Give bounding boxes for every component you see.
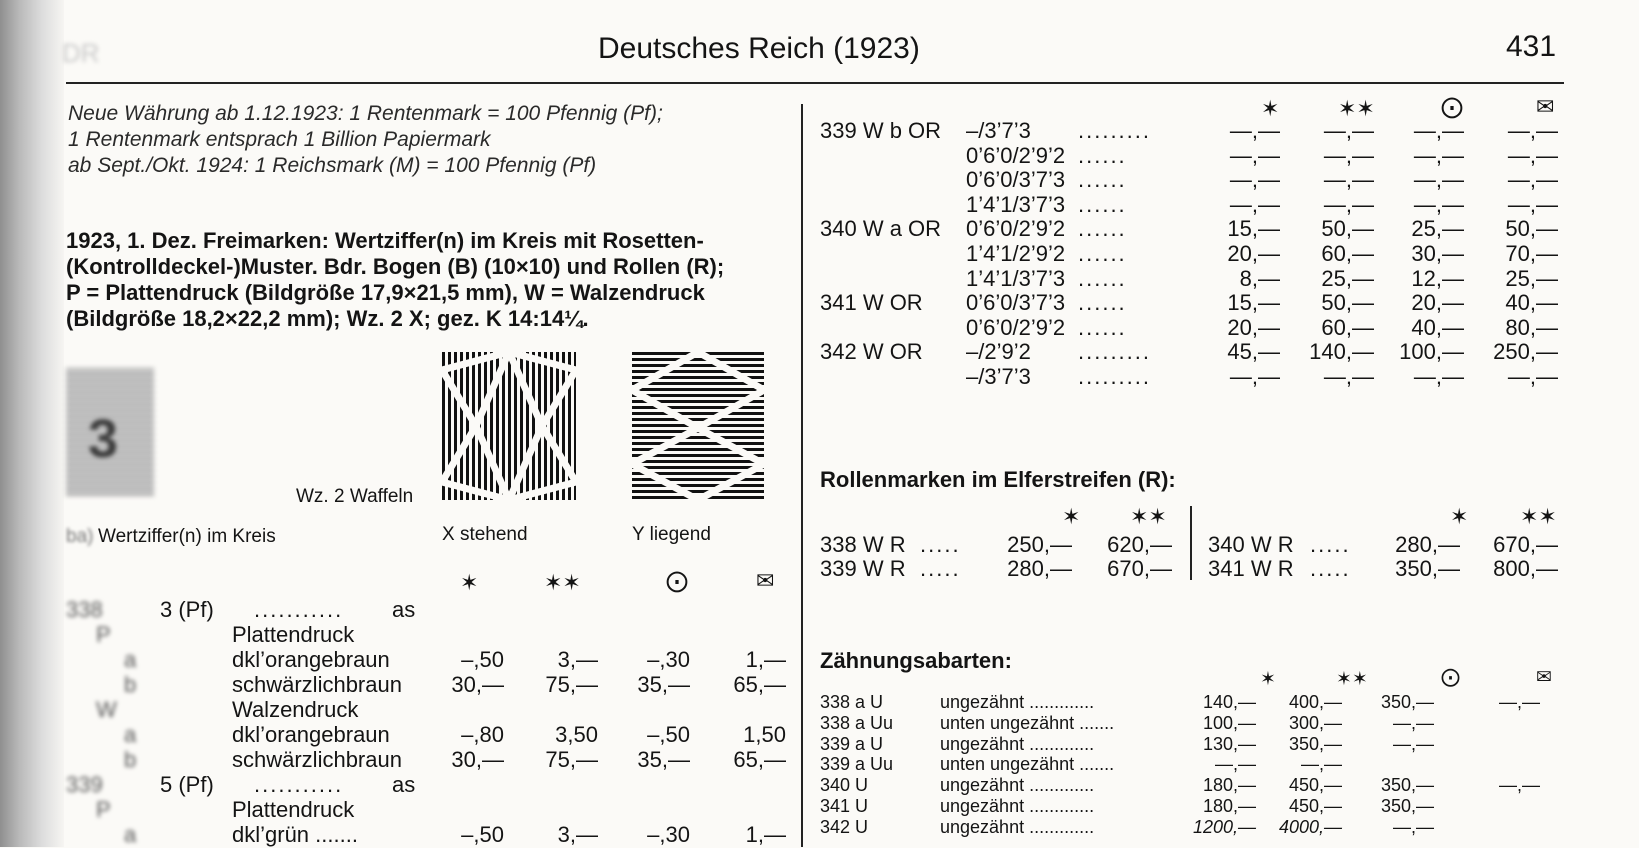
listing-id: 339 W b OR (820, 118, 942, 143)
leader-dots: ..... (1310, 556, 1351, 581)
cover-symbol: ✉ (756, 568, 775, 593)
price: —,— (1323, 167, 1374, 193)
mint-hinged-symbol: ✶ (460, 570, 479, 595)
price: 670,— (1493, 532, 1558, 557)
price: —,— (1392, 712, 1434, 733)
price: 350,— (1380, 775, 1434, 796)
price: —,— (1323, 142, 1374, 168)
price: —,— (1323, 191, 1374, 217)
price: 1,— (745, 822, 786, 847)
price: 50,— (1321, 216, 1374, 242)
leader-dots: ...... (1078, 142, 1127, 168)
price: 15,— (1227, 290, 1280, 316)
intro-line: 1 Rentenmark entsprach 1 Billion Papiermark (68, 128, 491, 151)
perforation-code: –/3’7’3 (966, 364, 1031, 389)
rollen-id: 338 W R (820, 532, 906, 557)
price: 450,— (1288, 775, 1342, 796)
used-symbol: ⨀ (666, 568, 688, 593)
price: 100,— (1202, 712, 1256, 733)
price: 60,— (1321, 314, 1374, 340)
leader-dots: ...... (1078, 241, 1127, 266)
variety-id: 338 a Uu (820, 712, 894, 733)
sub-letter: W (96, 697, 117, 722)
print-type-label: Walzendruck (232, 697, 359, 722)
watermark-x-caption: X stehend (442, 524, 528, 545)
price: 130,— (1202, 733, 1256, 754)
rollen-id: 341 W R (1208, 556, 1294, 581)
price: 30,— (451, 672, 504, 697)
price: —,— (1392, 816, 1434, 837)
leader-dots: ..... (920, 556, 961, 581)
price: 8,— (1239, 265, 1280, 291)
price: —,— (1229, 167, 1280, 193)
price: 3,— (557, 822, 598, 847)
leader-dots: ...... (1078, 191, 1127, 217)
price: –,50 (461, 647, 504, 672)
variety-id: 341 U (820, 796, 869, 816)
color-name: schwärzlichbraun (232, 747, 402, 772)
price: —,— (1229, 118, 1280, 143)
price: —,— (1229, 142, 1280, 168)
price: —,— (1323, 364, 1374, 389)
price: 75,— (545, 672, 598, 697)
price: 4000,— (1278, 816, 1342, 837)
price: 20,— (1227, 314, 1280, 340)
price: —,— (1507, 191, 1558, 217)
price: 1200,— (1192, 816, 1256, 837)
leader-dots: ........... (254, 772, 344, 797)
variety-description: ungezähnt ............. (940, 733, 1095, 754)
price: 15,— (1227, 216, 1280, 242)
intro-line: ab Sept./Okt. 1924: 1 Reichsmark (M) = 100 Pfennig (Pf) (68, 154, 597, 177)
mint-hinged-symbol: ✶ (1260, 669, 1276, 690)
variety-description: unten ungezähnt ....... (940, 754, 1115, 775)
price: 80,— (1505, 314, 1558, 340)
book-binding-shadow (0, 0, 64, 847)
price: –,80 (461, 722, 504, 747)
price: 300,— (1288, 712, 1342, 733)
price: 140,— (1202, 692, 1256, 712)
sub-letter: P (96, 622, 111, 647)
variety-description: ungezähnt ............. (940, 796, 1095, 816)
sub-letter: b (124, 747, 137, 772)
header-rule (66, 82, 1564, 84)
price: 65,— (733, 672, 786, 697)
perforation-code: 0’6’0/3’7’3 (966, 290, 1066, 316)
leader-dots: ...... (1078, 314, 1127, 340)
stamp-digit: 3 (88, 409, 119, 469)
sub-letter: a (124, 647, 137, 672)
leader-dots: ........... (254, 597, 344, 622)
price: —,— (1507, 118, 1558, 143)
face-value: 5 (Pf) (160, 772, 214, 797)
perforation-code: 0’6’0/2’9’2 (966, 142, 1066, 168)
price: 40,— (1411, 314, 1464, 340)
price: —,— (1498, 775, 1540, 796)
mint-hinged-symbol: ✶ (1450, 504, 1469, 529)
mint-never-hinged-symbol: ✶✶ (544, 570, 581, 595)
stamp-caption-prefix: ba) (66, 526, 94, 547)
price: —,— (1214, 754, 1256, 775)
mint-never-hinged-symbol: ✶✶ (1520, 504, 1557, 529)
price: —,— (1507, 364, 1558, 389)
price: —,— (1413, 118, 1464, 143)
price: 35,— (637, 747, 690, 772)
price: 30,— (451, 747, 504, 772)
catalog-number: 338 (66, 597, 103, 622)
print-type-label: Plattendruck (232, 622, 355, 647)
color-name: dkl’grün ....... (232, 822, 358, 847)
color-name: dkl’orangebraun (232, 647, 390, 672)
issue-description-line: (Kontrolldeckel-)Muster. Bdr. Bogen (B) (10×10) und Rollen (R); (66, 254, 725, 279)
variety-id: 342 U (820, 816, 869, 837)
listing-id: 340 W a OR (820, 216, 942, 242)
watermark-y-caption: Y liegend (632, 524, 711, 545)
perforation-code: –/3’7’3 (966, 118, 1031, 143)
price: 250,— (1007, 532, 1072, 557)
price: 1,50 (743, 722, 786, 747)
zaehnung-heading: Zähnungsabarten: (820, 648, 1012, 673)
mint-hinged-symbol: ✶ (1062, 504, 1081, 529)
price: 180,— (1202, 796, 1256, 816)
price: 180,— (1202, 775, 1256, 796)
leader-dots: ...... (1078, 290, 1127, 316)
color-name: dkl’orangebraun (232, 722, 390, 747)
sub-letter: b (124, 672, 137, 697)
rollen-divider (1190, 506, 1192, 580)
page-title: Deutsches Reich (1923) (598, 32, 920, 65)
mint-never-hinged-symbol: ✶✶ (1338, 96, 1375, 121)
price: —,— (1413, 364, 1464, 389)
page-number: 431 (1506, 30, 1557, 63)
listing-id: 342 W OR (820, 339, 923, 365)
used-symbol: ⨀ (1441, 94, 1463, 119)
price: 30,— (1411, 241, 1464, 266)
variety-id: 339 a U (820, 733, 884, 754)
issue-description-line: (Bildgröße 18,2×22,2 mm); Wz. 2 X; gez. K 14:14¼. (66, 306, 589, 331)
perforation-code: 0’6’0/2’9’2 (966, 216, 1066, 242)
perforation-code: 1’4’1/3’7’3 (966, 265, 1066, 291)
rollen-id: 340 W R (1208, 532, 1294, 557)
price: —,— (1413, 142, 1464, 168)
price: —,— (1392, 733, 1434, 754)
price: 45,— (1227, 339, 1280, 365)
price: –,30 (647, 647, 690, 672)
price: 400,— (1288, 692, 1342, 712)
price: —,— (1507, 167, 1558, 193)
price: 250,— (1493, 339, 1558, 365)
price: 100,— (1399, 339, 1464, 365)
price: 50,— (1505, 216, 1558, 242)
rollen-heading: Rollenmarken im Elferstreifen (R): (820, 467, 1176, 492)
price: –,30 (647, 822, 690, 847)
column-divider (801, 104, 803, 847)
mint-never-hinged-symbol: ✶✶ (1336, 669, 1368, 690)
leader-dots: ......... (1078, 118, 1152, 143)
catalog-number: 339 (66, 772, 103, 797)
sub-letter: a (124, 822, 137, 847)
design-code: as (392, 597, 416, 622)
perforation-code: 0’6’0/2’9’2 (966, 314, 1066, 340)
perforation-code: –/2’9’2 (966, 339, 1031, 365)
price: 280,— (1395, 532, 1460, 557)
price: 75,— (545, 747, 598, 772)
variety-description: unten ungezähnt ....... (940, 712, 1115, 733)
rollen-id: 339 W R (820, 556, 906, 581)
price: 25,— (1321, 265, 1374, 291)
price: 60,— (1321, 241, 1374, 266)
price: 350,— (1380, 796, 1434, 816)
price: –,50 (647, 722, 690, 747)
cover-symbol: ✉ (1536, 94, 1555, 119)
price: 800,— (1493, 556, 1558, 581)
price: 20,— (1411, 290, 1464, 316)
price: 280,— (1007, 556, 1072, 581)
used-symbol: ⨀ (1441, 667, 1460, 688)
mint-never-hinged-symbol: ✶✶ (1130, 504, 1167, 529)
price: –,50 (461, 822, 504, 847)
price: —,— (1323, 118, 1374, 143)
leader-dots: ...... (1078, 167, 1127, 193)
header-left-mark: DR (62, 38, 100, 68)
price: 670,— (1107, 556, 1172, 581)
leader-dots: ...... (1078, 265, 1127, 291)
price: 50,— (1321, 290, 1374, 316)
leader-dots: ..... (1310, 532, 1351, 557)
variety-id: 339 a Uu (820, 754, 894, 775)
design-code: as (392, 772, 416, 797)
color-name: schwärzlichbraun (232, 672, 402, 697)
price: 12,— (1411, 265, 1464, 291)
price: —,— (1229, 191, 1280, 217)
price: 65,— (733, 747, 786, 772)
issue-description-line: 1923, 1. Dez. Freimarken: Wertziffer(n) im Kreis mit Rosetten- (66, 228, 704, 253)
cover-symbol: ✉ (1536, 667, 1552, 688)
issue-description-line: P = Plattendruck (Bildgröße 17,9×21,5 mm), W = Walzendruck (66, 280, 705, 305)
price: —,— (1413, 191, 1464, 217)
leader-dots: ......... (1078, 339, 1152, 365)
watermark-y-image (632, 352, 764, 500)
sub-letter: a (124, 722, 137, 747)
perforation-code: 1’4’1/3’7’3 (966, 191, 1066, 217)
variety-id: 340 U (820, 775, 869, 796)
variety-description: ungezähnt ............. (940, 775, 1095, 796)
price: 450,— (1288, 796, 1342, 816)
price: 25,— (1411, 216, 1464, 242)
price: 70,— (1505, 241, 1558, 266)
price: 140,— (1309, 339, 1374, 365)
mint-hinged-symbol: ✶ (1261, 96, 1280, 121)
price: 20,— (1227, 241, 1280, 266)
stamp-caption: Wertziffer(n) im Kreis (98, 526, 276, 547)
listing-id: 341 W OR (820, 290, 923, 316)
variety-description: ungezähnt ............. (940, 692, 1095, 712)
price: 3,— (557, 647, 598, 672)
price: 1,— (745, 647, 786, 672)
intro-line: Neue Währung ab 1.12.1923: 1 Rentenmark = 100 Pfennig (Pf); (68, 102, 663, 125)
perforation-code: 0’6’0/3’7’3 (966, 167, 1066, 193)
price: —,— (1300, 754, 1342, 775)
price: 35,— (637, 672, 690, 697)
print-type-label: Plattendruck (232, 797, 355, 822)
price: —,— (1413, 167, 1464, 193)
price: 350,— (1395, 556, 1460, 581)
leader-dots: ......... (1078, 364, 1152, 389)
leader-dots: ...... (1078, 216, 1127, 242)
price: —,— (1507, 142, 1558, 168)
leader-dots: ..... (920, 532, 961, 557)
price: 40,— (1505, 290, 1558, 316)
face-value: 3 (Pf) (160, 597, 214, 622)
perforation-code: 1’4’1/2’9’2 (966, 241, 1066, 266)
price: 3,50 (555, 722, 598, 747)
price: —,— (1498, 692, 1540, 712)
price: 25,— (1505, 265, 1558, 291)
watermark-x-image (442, 352, 576, 500)
price: 350,— (1380, 692, 1434, 712)
price: —,— (1229, 364, 1280, 389)
variety-description: ungezähnt ............. (940, 816, 1095, 837)
price: 620,— (1107, 532, 1172, 557)
watermark-label: Wz. 2 Waffeln (296, 486, 414, 507)
variety-id: 338 a U (820, 692, 884, 712)
sub-letter: P (96, 797, 111, 822)
price: 350,— (1288, 733, 1342, 754)
